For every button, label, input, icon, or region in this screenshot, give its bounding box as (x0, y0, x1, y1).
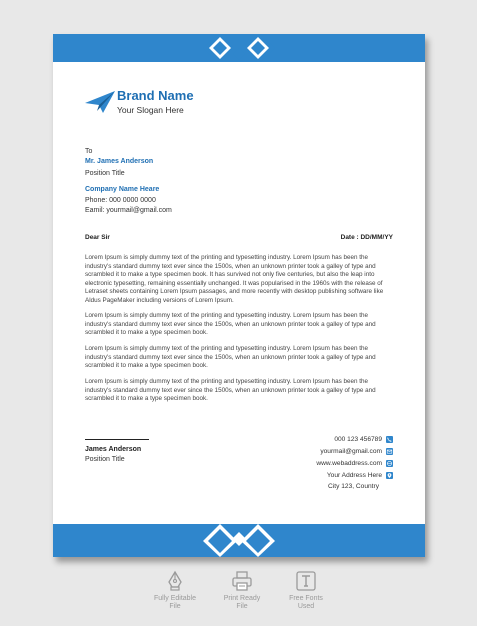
paper-plane-logo-icon (85, 91, 115, 113)
feature-label-line1: Fully Editable (153, 595, 197, 602)
company-name: Company Name Heare (85, 186, 160, 193)
greeting: Dear Sir (85, 234, 110, 241)
feature-free-fonts (276, 570, 336, 611)
body-paragraph: Lorem Ipsum is simply dummy text of the printing and typesetting industry. Lorem Ipsum has been the industry's standard dummy text ever since the 1500s, when an unknown printer took a galley of type and scrambled it to make a type specimen book. (85, 378, 376, 402)
globe-icon (386, 460, 393, 467)
contact-website: www.webaddress.com (316, 460, 382, 467)
contact-phone: 000 123 456789 (334, 436, 382, 443)
contact-email-row (320, 448, 393, 455)
bottom-footer-band (53, 524, 425, 557)
body-paragraph: Lorem Ipsum is simply dummy text of the printing and typesetting industry. Lorem Ipsum has been the industry's standard dummy text ever since the 1500s, when an unknown printer took a galley of type and scrambled it to make a type specimen book. It has survived not only five centuries, but also the leap into electronic typesetting, remaining essentially unchanged. It was popularised in the 1960s with the release of Letraset sheets containing Lorem Ipsum passages, and more recently with desktop publishing software like Aldus PageMaker including versions of Lorem Ipsum. (85, 254, 384, 304)
recipient-phone: Phone: 000 0000 0000 (85, 197, 156, 204)
email-icon (386, 448, 393, 455)
contact-website-row (316, 460, 393, 467)
contact-address-line2: City 123, Country (328, 483, 379, 490)
signer-position: Position Title (85, 456, 125, 463)
recipient-name: Mr. James Anderson (85, 158, 154, 165)
signature-line (85, 439, 149, 440)
signer-name: James Anderson (85, 446, 142, 453)
to-label: To (85, 148, 93, 155)
feature-label-line2: File (236, 603, 248, 610)
printer-icon (231, 570, 253, 592)
feature-print-ready (212, 570, 272, 611)
feature-label-line1: Free Fonts (289, 595, 323, 602)
phone-icon (386, 436, 393, 443)
contact-phone-row (334, 436, 393, 443)
feature-editable (145, 570, 205, 611)
body-paragraph: Lorem Ipsum is simply dummy text of the printing and typesetting industry. Lorem Ipsum has been the industry's standard dummy text ever since the 1500s, when an unknown printer took a galley of type and scrambled it to make a type specimen book. (85, 345, 376, 369)
brand-name: Brand Name (117, 88, 194, 103)
feature-label-line2: Used (297, 603, 315, 610)
recipient-email: Eamil: yourmail@gmail.com (85, 207, 172, 214)
brand-slogan: Your Slogan Here (117, 105, 184, 115)
feature-label-line2: File (169, 603, 181, 610)
font-icon (295, 570, 317, 592)
contact-address-row (327, 472, 393, 479)
contact-email: yourmail@gmail.com (320, 448, 382, 455)
feature-label-line1: Print Ready (223, 595, 261, 602)
date-field: Date : DD/MM/YY (340, 234, 393, 241)
pen-tool-icon (164, 570, 186, 592)
contact-address-line1: Your Address Here (326, 472, 382, 479)
letterhead-page (53, 34, 425, 557)
recipient-position: Position Title (85, 170, 125, 177)
body-paragraph: Lorem Ipsum is simply dummy text of the printing and typesetting industry. Lorem Ipsum has been the industry's standard dummy text ever since the 1500s, when an unknown printer took a galley of type and scrambled it to make a type specimen book. (85, 312, 376, 336)
top-header-band (53, 34, 425, 62)
location-icon (386, 472, 393, 479)
